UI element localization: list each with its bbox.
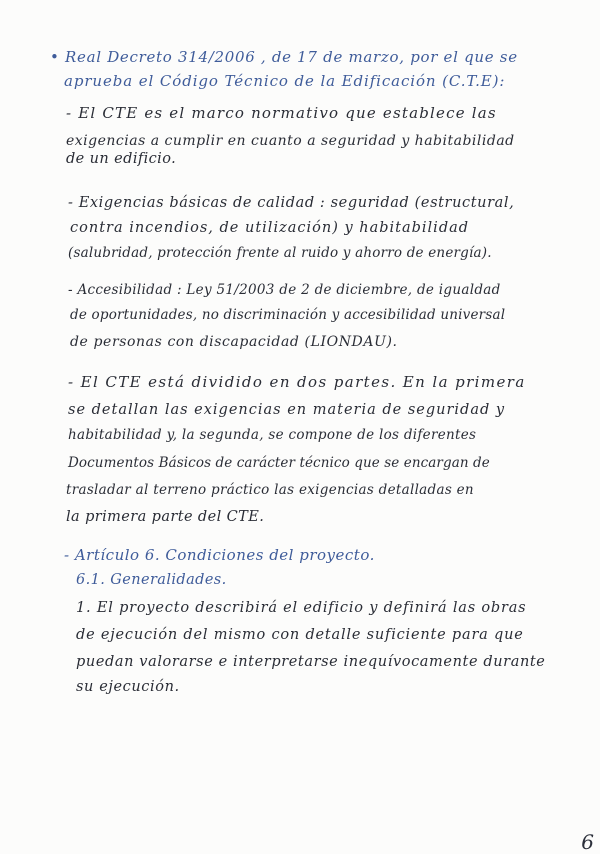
note-line: puedan valorarse e interpretarse inequívocamente durante xyxy=(76,654,546,670)
section-heading: - Artículo 6. Condiciones del proyecto. xyxy=(64,546,375,564)
note-line: Documentos Básicos de carácter técnico que se encargan de xyxy=(68,455,490,471)
note-line: - Exigencias básicas de calidad : seguridad (estructural, xyxy=(68,195,515,211)
subsection-heading: 6.1. Generalidades. xyxy=(76,572,227,588)
heading-line-2: aprueba el Código Técnico de la Edificación (C.T.E): xyxy=(64,72,506,90)
note-line: su ejecución. xyxy=(76,679,180,695)
note-line: contra incendios, de utilización) y habitabilidad xyxy=(70,220,470,236)
note-line: se detallan las exigencias en materia de seguridad y xyxy=(68,402,506,418)
note-line: - El CTE está dividido en dos partes. En la primera xyxy=(68,373,526,391)
heading-line-1: • Real Decreto 314/2006 , de 17 de marzo, por el que se xyxy=(50,48,518,66)
note-line: exigencias a cumplir en cuanto a seguridad y habitabilidad xyxy=(66,133,515,149)
note-line: de un edificio. xyxy=(66,151,177,167)
note-line: trasladar al terreno práctico las exigencias detalladas en xyxy=(66,482,474,498)
note-line: (salubridad, protección frente al ruido y ahorro de energía). xyxy=(68,245,492,261)
note-line: de oportunidades, no discriminación y accesibilidad universal xyxy=(70,307,506,323)
note-line: habitabilidad y, la segunda, se compone de los diferentes xyxy=(68,427,477,443)
note-line: - El CTE es el marco normativo que establece las xyxy=(66,104,497,122)
note-line: 1. El proyecto describirá el edificio y definirá las obras xyxy=(76,600,527,616)
note-line: de ejecución del mismo con detalle suficiente para que xyxy=(76,627,524,643)
note-line: la primera parte del CTE. xyxy=(66,509,265,525)
note-line: - Accesibilidad : Ley 51/2003 de 2 de diciembre, de igualdad xyxy=(68,282,501,298)
note-line: de personas con discapacidad (LIONDAU). xyxy=(70,334,398,350)
page-number: 6 xyxy=(581,830,594,854)
